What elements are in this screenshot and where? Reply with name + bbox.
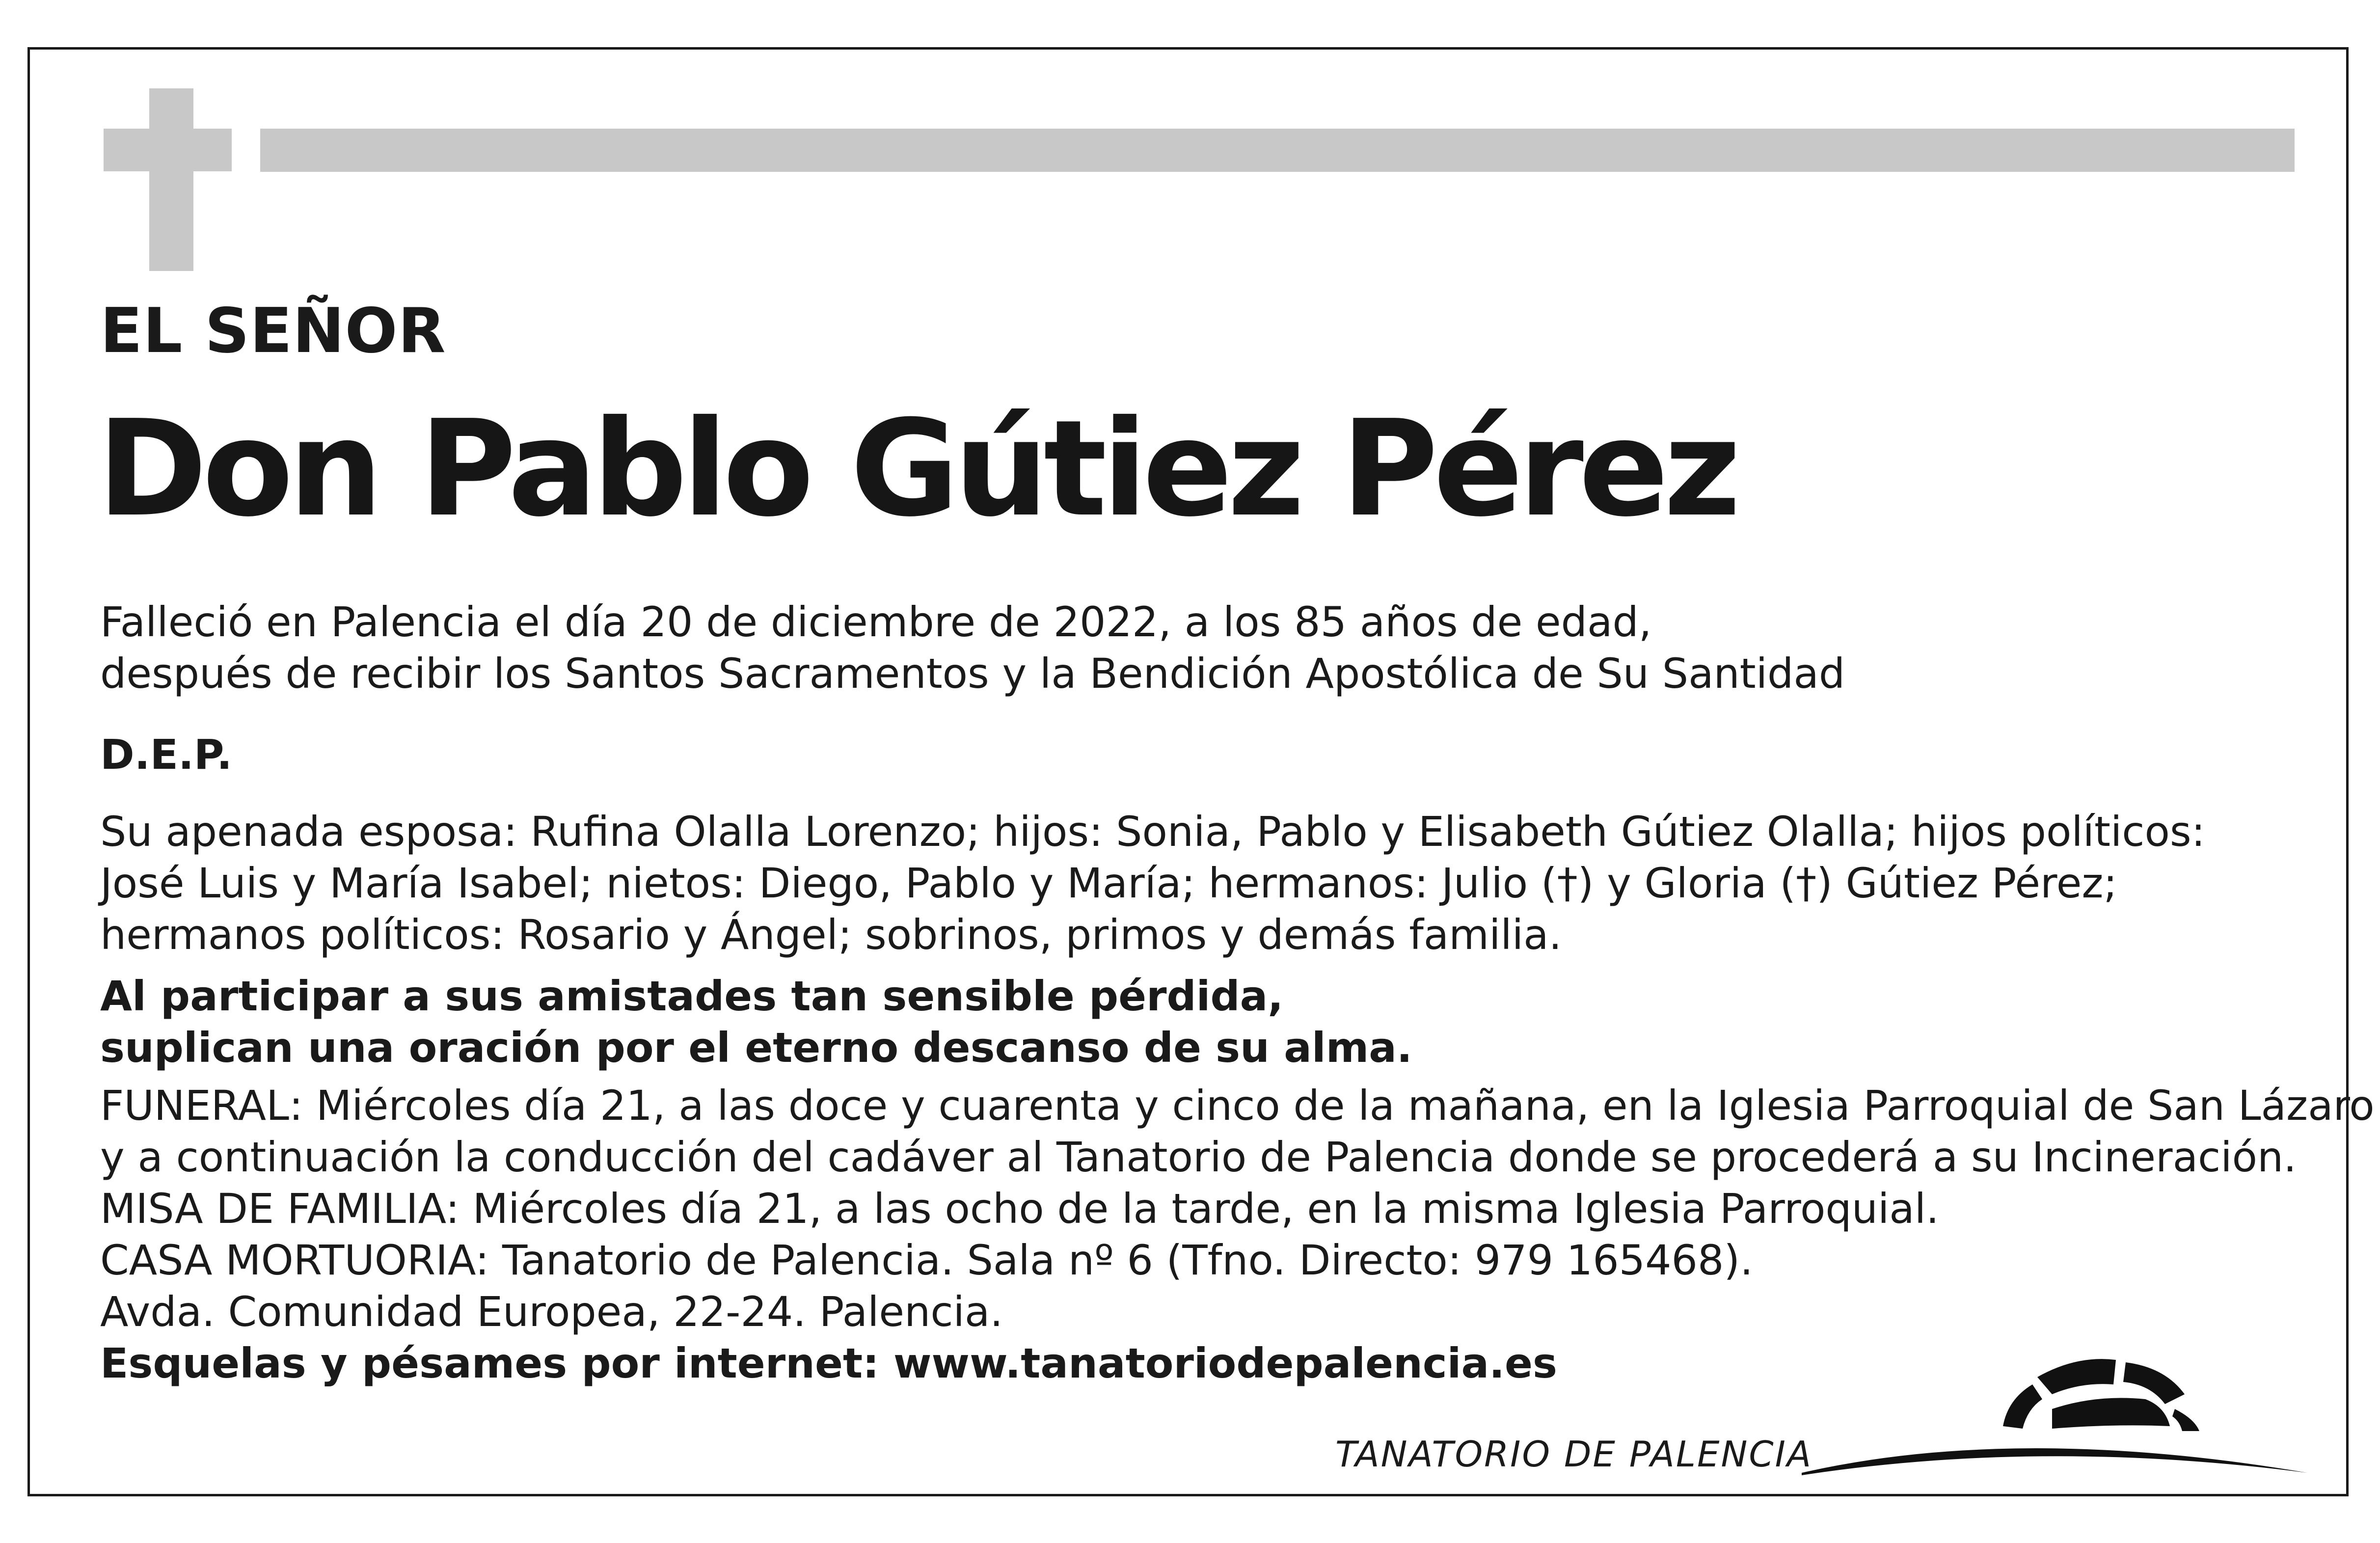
family-line: Su apenada esposa: Rufina Olalla Lorenzo; hijos: Sonia, Pablo y Elisabeth Gútiez Olalla; hijos políticos: bbox=[100, 808, 2205, 856]
family-line: hermanos políticos: Rosario y Ángel; sobrinos, primos y demás familia. bbox=[100, 911, 1562, 959]
prayer-line: suplican una oración por el eterno descanso de su alma. bbox=[100, 1024, 1412, 1072]
death-notice-line: después de recibir los Santos Sacramentos y la Bendición Apostólica de Su Santidad bbox=[100, 650, 1845, 698]
tanatorio-logo-text: TANATORIO DE PALENCIA bbox=[1335, 1434, 1813, 1475]
mass-line: MISA DE FAMILIA: Miércoles día 21, a las ocho de la tarde, en la misma Iglesia Parroquial. bbox=[100, 1185, 1939, 1233]
header-rule bbox=[260, 129, 2295, 172]
death-notice-paragraph bbox=[100, 596, 1845, 700]
honorific-title: EL SEÑOR bbox=[100, 295, 446, 367]
death-notice-line: Falleció en Palencia el día 20 de diciembre de 2022, a los 85 años de edad, bbox=[100, 598, 1652, 646]
family-line: José Luis y María Isabel; nietos: Diego, Pablo y María; hermanos: Julio (†) y Gloria (†) Gútiez Pérez; bbox=[100, 859, 2117, 907]
prayer-request bbox=[100, 971, 1412, 1074]
cross-icon-horizontal bbox=[104, 129, 232, 171]
funeral-line: y a continuación la conducción del cadáver al Tanatorio de Palencia donde se procederá a su Incineración. bbox=[100, 1133, 2297, 1181]
deceased-name: Don Pablo Gútiez Pérez bbox=[97, 391, 1736, 546]
funeral-line: FUNERAL: Miércoles día 21, a las doce y cuarenta y cinco de la mañana, en la Iglesia Parroquial de San Lázaro bbox=[100, 1082, 2375, 1130]
website-link[interactable]: Esquelas y pésames por internet: www.tanatoriodepalencia.es bbox=[100, 1339, 1558, 1387]
cross-icon-vertical bbox=[149, 88, 193, 271]
address-line: Avda. Comunidad Europea, 22-24. Palencia. bbox=[100, 1288, 1003, 1336]
mortuary-line: CASA MORTUORIA: Tanatorio de Palencia. Sala nº 6 (Tfno. Directo: 979 165468). bbox=[100, 1236, 1753, 1284]
family-paragraph bbox=[100, 806, 2205, 961]
dep-label: D.E.P. bbox=[100, 731, 232, 779]
prayer-line: Al participar a sus amistades tan sensible pérdida, bbox=[100, 972, 1284, 1020]
